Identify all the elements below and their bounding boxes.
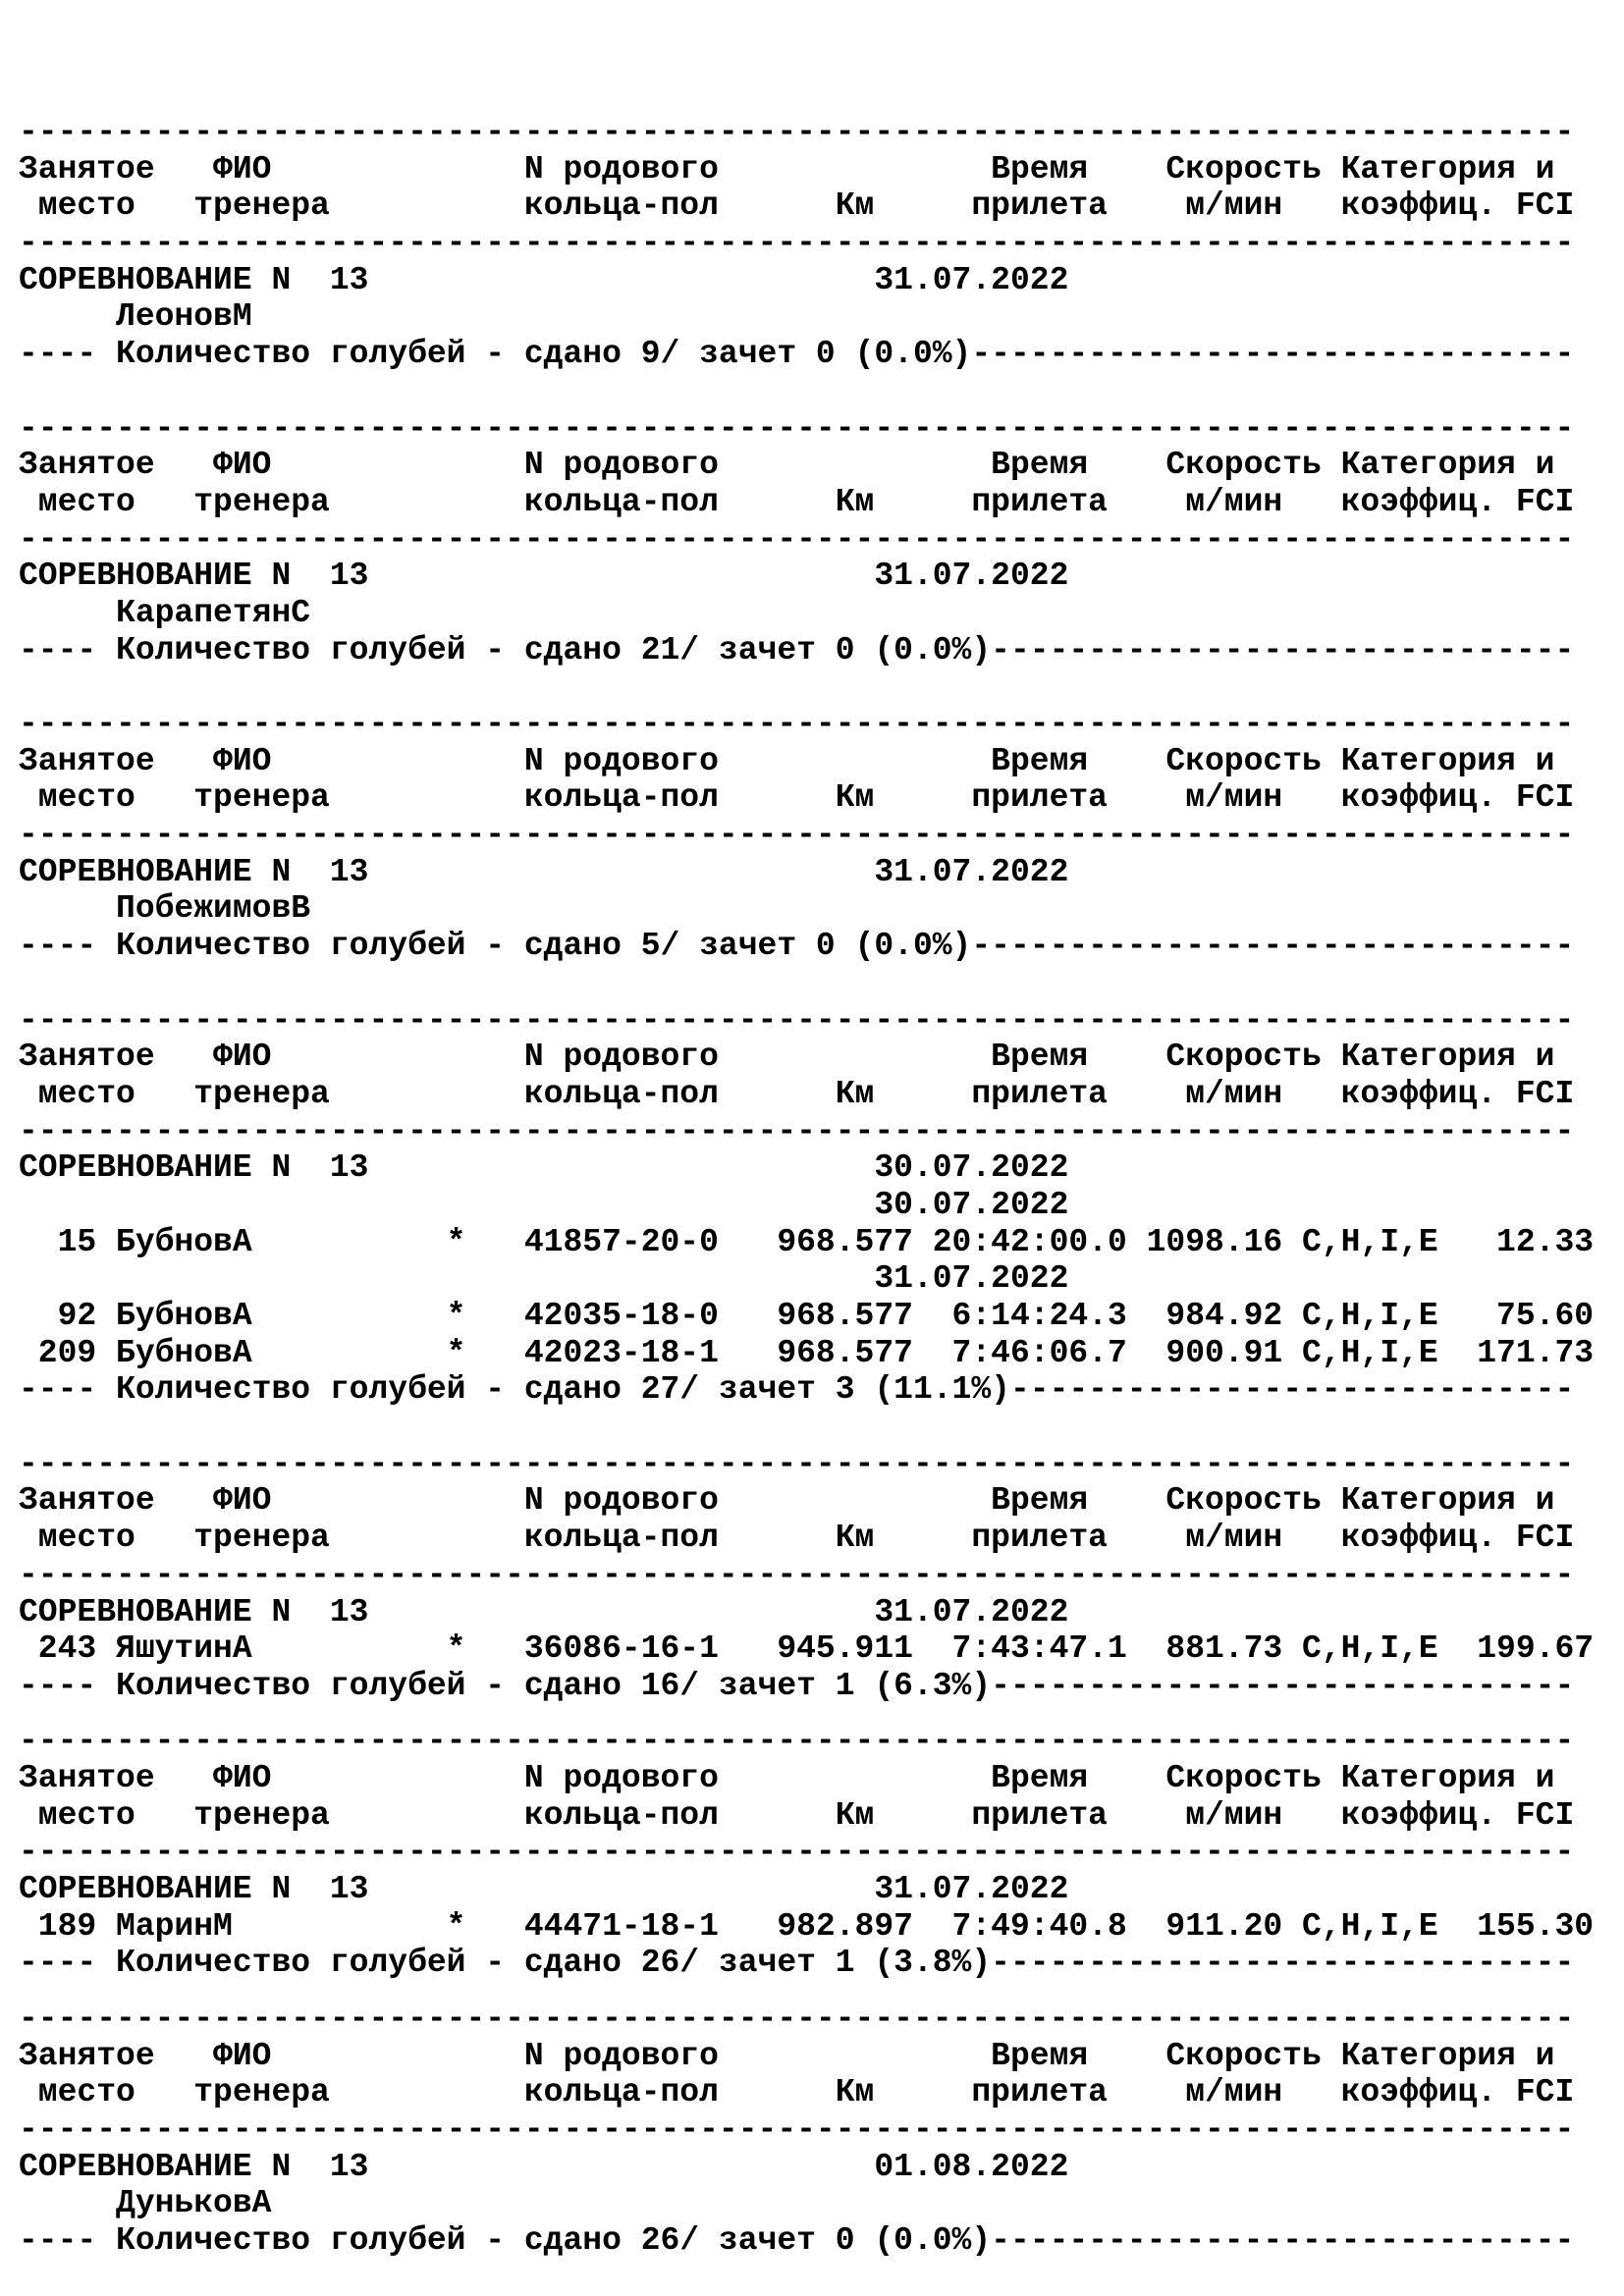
result-entry: ДуньковА: [19, 2185, 272, 2222]
pigeon-count-summary: ---- Количество голубей - сдано 5/ зачет 0 (0.0%)-------------------------------: [19, 928, 1575, 965]
results-document: [19, 114, 1619, 2260]
column-header-row-1: Занятое ФИО N родового Время Скорость Категория и: [19, 1760, 1555, 1797]
blank-line: [19, 668, 1619, 706]
separator-rule: --------------------------------------------------------------------------------: [19, 1723, 1575, 1760]
separator-rule: --------------------------------------------------------------------------------: [19, 817, 1575, 854]
column-header-row-2: место тренера кольца-пол Км прилета м/мин коэффиц. FCI: [19, 779, 1575, 817]
separator-rule: --------------------------------------------------------------------------------: [19, 1445, 1575, 1482]
competition-heading: СОРЕВНОВАНИЕ N 13 30.07.2022: [19, 1149, 1069, 1187]
column-header-row-2: место тренера кольца-пол Км прилета м/мин коэффиц. FCI: [19, 1520, 1575, 1557]
pigeon-count-summary: ---- Количество голубей - сдано 26/ зачет 1 (3.8%)------------------------------: [19, 1945, 1575, 1982]
blank-line: [19, 1982, 1619, 2001]
column-header-row-1: Занятое ФИО N родового Время Скорость Категория и: [19, 150, 1555, 187]
pigeon-count-summary: ---- Количество голубей - сдано 27/ зачет 3 (11.1%)-----------------------------: [19, 1371, 1575, 1409]
separator-rule: --------------------------------------------------------------------------------: [19, 409, 1575, 447]
blank-line: [19, 965, 1619, 1002]
separator-rule: --------------------------------------------------------------------------------: [19, 1556, 1575, 1593]
result-entry: ПобежимовВ: [19, 890, 311, 928]
competition-heading: СОРЕВНОВАНИЕ N 13 31.07.2022: [19, 1593, 1069, 1630]
column-header-row-2: место тренера кольца-пол Км прилета м/мин коэффиц. FCI: [19, 483, 1575, 520]
result-entry: 209 БубновА * 42023-18-1 968.577 7:46:06.7 900.91 C,H,I,E 171.73: [19, 1334, 1595, 1371]
result-entry: КарапетянС: [19, 594, 311, 631]
competition-heading: СОРЕВНОВАНИЕ N 13 31.07.2022: [19, 261, 1069, 298]
column-header-row-1: Занятое ФИО N родового Время Скорость Категория и: [19, 2037, 1555, 2074]
separator-rule: --------------------------------------------------------------------------------: [19, 706, 1575, 742]
column-header-row-2: место тренера кольца-пол Км прилета м/мин коэффиц. FCI: [19, 187, 1575, 225]
result-entry: 189 МаринМ * 44471-18-1 982.897 7:49:40.8 911.20 C,H,I,E 155.30: [19, 1907, 1595, 1945]
blank-line: [19, 373, 1619, 410]
competition-heading: СОРЕВНОВАНИЕ N 13 01.08.2022: [19, 2148, 1069, 2185]
result-entry: 31.07.2022: [19, 1260, 1069, 1298]
pigeon-count-summary: ---- Количество голубей - сдано 16/ зачет 1 (6.3%)------------------------------: [19, 1667, 1575, 1704]
column-header-row-2: место тренера кольца-пол Км прилета м/мин коэффиц. FCI: [19, 1796, 1575, 1834]
result-entry: 92 БубновА * 42035-18-0 968.577 6:14:24.3 984.92 C,H,I,E 75.60: [19, 1298, 1595, 1334]
column-header-row-2: место тренера кольца-пол Км прилета м/мин коэффиц. FCI: [19, 1075, 1575, 1112]
competition-heading: СОРЕВНОВАНИЕ N 13 31.07.2022: [19, 1871, 1069, 1908]
pigeon-count-summary: ---- Количество голубей - сдано 21/ зачет 0 (0.0%)------------------------------: [19, 631, 1575, 668]
pigeon-count-summary: ---- Количество голубей - сдано 26/ зачет 0 (0.0%)------------------------------: [19, 2222, 1575, 2260]
separator-rule: --------------------------------------------------------------------------------: [19, 1001, 1575, 1039]
separator-rule: --------------------------------------------------------------------------------: [19, 2111, 1575, 2149]
separator-rule: --------------------------------------------------------------------------------: [19, 114, 1575, 150]
pigeon-count-summary: ---- Количество голубей - сдано 9/ зачет 0 (0.0%)-------------------------------: [19, 336, 1575, 373]
competition-heading: СОРЕВНОВАНИЕ N 13 31.07.2022: [19, 853, 1069, 890]
competition-heading: СОРЕВНОВАНИЕ N 13 31.07.2022: [19, 558, 1069, 595]
column-header-row-1: Занятое ФИО N родового Время Скорость Категория и: [19, 1482, 1555, 1520]
result-entry: 30.07.2022: [19, 1186, 1069, 1223]
blank-line: [19, 1705, 1619, 1724]
blank-line: [19, 1409, 1619, 1446]
result-entry: ЛеоновМ: [19, 298, 252, 336]
separator-rule: --------------------------------------------------------------------------------: [19, 1112, 1575, 1149]
result-entry: 243 ЯшутинА * 36086-16-1 945.911 7:43:47.1 881.73 C,H,I,E 199.67: [19, 1630, 1595, 1668]
separator-rule: --------------------------------------------------------------------------------: [19, 520, 1575, 558]
result-entry: 15 БубновА * 41857-20-0 968.577 20:42:00.0 1098.16 C,H,I,E 12.33: [19, 1223, 1595, 1260]
column-header-row-1: Занятое ФИО N родового Время Скорость Категория и: [19, 742, 1555, 779]
column-header-row-1: Занятое ФИО N родового Время Скорость Категория и: [19, 1039, 1555, 1076]
separator-rule: --------------------------------------------------------------------------------: [19, 225, 1575, 262]
separator-rule: --------------------------------------------------------------------------------: [19, 2000, 1575, 2037]
column-header-row-2: место тренера кольца-пол Км прилета м/мин коэффиц. FCI: [19, 2074, 1575, 2111]
column-header-row-1: Занятое ФИО N родового Время Скорость Категория и: [19, 447, 1555, 484]
separator-rule: --------------------------------------------------------------------------------: [19, 1834, 1575, 1871]
